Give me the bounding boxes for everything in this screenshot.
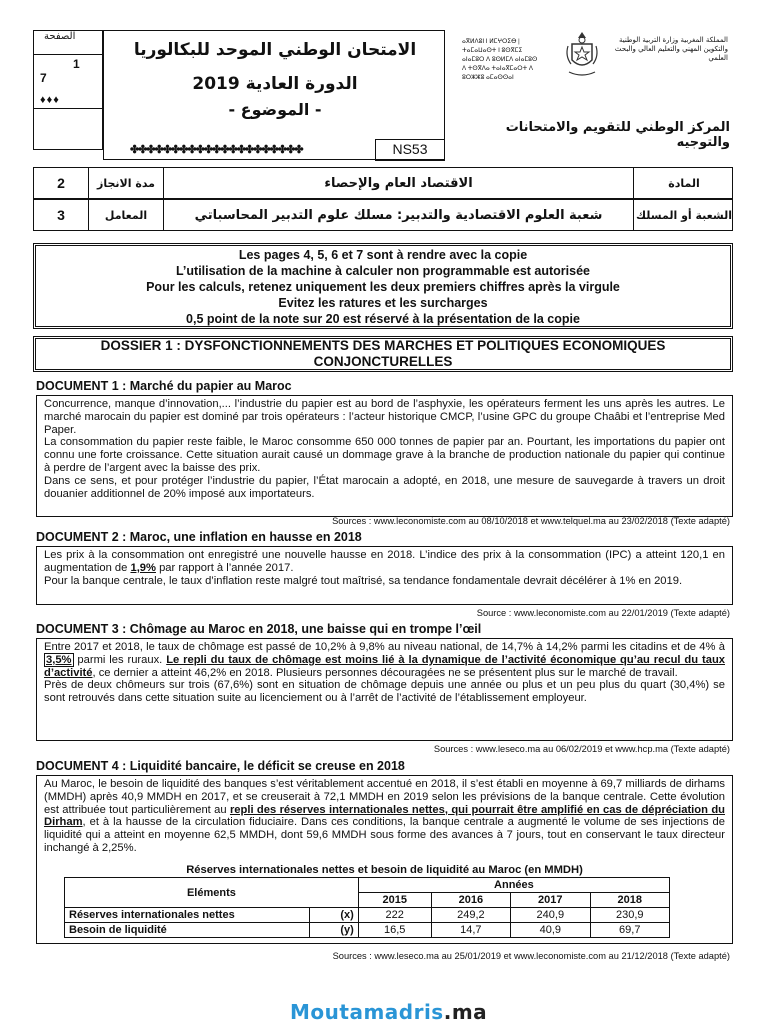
site-logo[interactable] — [290, 1000, 487, 1024]
instruction-line: Pour les calculs, retenez uniquement les deux premiers chiffres après la virgule — [146, 280, 620, 294]
document-4-title: DOCUMENT 4 : Liquidité bancaire, le déficit se creuse en 2018 — [36, 759, 405, 773]
table-row-label: Réserves internationales nettes — [65, 908, 310, 923]
text-run: , ce dernier a atteint 46,2% en 2018. Plusieurs personnes découragées ne se présentent plus sur le marché de travail. — [92, 666, 678, 679]
document-3-box — [36, 638, 733, 741]
table-header-elements: Eléments — [65, 878, 359, 908]
document-3-source: Sources : www.leseco.ma au 06/02/2019 et www.hcp.ma (Texte adapté) — [433, 744, 730, 754]
text-run: parmi les ruraux. — [73, 653, 167, 666]
table-row-symbol: (y) — [310, 923, 359, 938]
text-run: par rapport à l’année 2017. — [155, 561, 294, 574]
table-header-years: Années — [358, 878, 669, 893]
document-1-source: Sources : www.leconomiste.com au 08/10/2018 et www.telquel.ma au 23/02/2018 (Texte adapté) — [332, 516, 730, 526]
stars-line: ✤✤✤✤✤✤✤✤✤✤✤✤✤✤✤✤✤✤✤✤✤ — [130, 144, 303, 156]
exam-session: الدورة العادية 2019 — [192, 74, 358, 94]
underlined-statement: Le repli du taux de chômage est moins lié à la dynamique de l’activité économique qu’au recul du taux d’activité — [44, 653, 725, 679]
site-logo-tld: .ma — [443, 1000, 488, 1024]
table-row-symbol: (x) — [310, 908, 359, 923]
subject-heading: - الموضوع - — [228, 100, 322, 119]
duration-value: 2 — [34, 168, 89, 198]
divider — [33, 54, 103, 55]
page-dots: ♦♦♦ — [40, 94, 60, 106]
center-name: المركز الوطني للتقويم والامتحانات والتوجيه — [505, 120, 730, 150]
document-1-paragraph: Dans ce sens, et pour protéger l’industrie du papier, l’État marocain a adopté, en 2018, une mesure de sauvegarde à travers un droit douanier additionnel de 20% imposé aux importateurs. — [44, 474, 725, 500]
document-2-paragraph: Pour la banque centrale, le taux d’inflation reste malgré tout maîtrisé, sa tendance fondamentale devrait décélérer à 1% en 2019. — [44, 574, 683, 587]
table-header-row — [65, 878, 670, 893]
instruction-line: Les pages 4, 5, 6 et 7 sont à rendre avec la copie — [238, 248, 528, 262]
table-year: 2016 — [431, 893, 510, 908]
subject-label: المادة — [668, 176, 700, 190]
page-label: الصفحة — [44, 31, 76, 42]
coat-of-arms-icon — [563, 30, 601, 80]
table-row — [65, 923, 670, 938]
document-2-title: DOCUMENT 2 : Maroc, une inflation en hausse en 2018 — [36, 530, 362, 544]
document-1-box — [36, 395, 733, 517]
track-label: الشعبة أو المسلك — [636, 208, 732, 222]
site-logo-name: Moutamadris — [290, 1000, 444, 1024]
exam-code: NS53 — [392, 141, 428, 157]
page-number: 1 — [73, 57, 80, 71]
highlighted-rate: 1,9% — [130, 561, 156, 574]
document-4-source: Sources : www.leseco.ma au 25/01/2019 et www.leconomiste.com au 21/12/2018 (Texte adapté) — [332, 951, 730, 961]
coefficient-label: المعامل — [89, 200, 164, 230]
table-cell: 14,7 — [431, 923, 510, 938]
page-number-box — [33, 30, 103, 150]
exam-title: الامتحان الوطني الموحد للبكالوريا — [133, 40, 417, 60]
table-cell: 249,2 — [431, 908, 510, 923]
instruction-line: 0,5 point de la note sur 20 est réservé à la présentation de la copie — [186, 312, 580, 326]
document-1-paragraph: La consommation du papier reste faible, le Maroc consomme 650 000 tonnes de papier par an. Pourtant, les importations du papier ont connu une forte croissance. Cette situation aurait causé un dommage grave à la branche de production nationale du papier qui continue à perdre de l’argent avec la baisse des prix. — [44, 436, 725, 474]
table-year: 2018 — [590, 893, 669, 908]
document-3-paragraph: Près de deux chômeurs sur trois (67,6%) sont en situation de chômage depuis une année ou plus et un peu plus du quart (30,4%) se sont retrouvés dans cette situation suite au licenciement ou à l’arrêt de l’activité de l’établissement employeur. — [44, 679, 725, 705]
document-1-title: DOCUMENT 1 : Marché du papier au Maroc — [36, 379, 292, 393]
table-cell: 240,9 — [511, 908, 590, 923]
track-name: شعبة العلوم الاقتصادية والتدبير: مسلك علوم التدبير المحاسباتي — [164, 200, 634, 230]
ministry-tifinagh-text: ⴰⴳⵍⴷⵓⵏ ⵏ ⵍⵎⵖⵔⵉⴱ | ⵜⴰⵎⴰⵡⴰⵙⵜ ⵏ ⵓⵙⴳⵎⵉ ⴰⵏⴰⵎⵓⵔ ⴷ ⵓⵙⵍⵎⴷ ⴰⵏⴰⵎⵓⵙ ⴷ ⵜⵙⴳⴷⴰ ⵜⴰⵏⴰⴳⵎⴰⵔⵜ ⴷ ⵓⵔⵣⵣⵓ ⴰⵎⴰⵙⵙⴰⵏ — [462, 39, 538, 81]
document-2-source: Source : www.leconomiste.com au 22/01/2019 (Texte adapté) — [476, 608, 730, 618]
table-year: 2015 — [358, 893, 431, 908]
data-table — [64, 877, 670, 938]
dossier-title — [40, 338, 726, 370]
dossier-title-line: DOSSIER 1 : DYSFONCTIONNEMENTS DES MARCHES ET POLITIQUES ECONOMIQUES — [100, 338, 666, 353]
table-cell: 222 — [358, 908, 431, 923]
coefficient-value: 3 — [34, 200, 89, 230]
ministry-text: المملكة المغربية وزارة التربية الوطنية والتكوين المهني والتعليم العالي والبحث العلمي — [614, 36, 728, 62]
table-cell: 40,9 — [511, 923, 590, 938]
page-total: 7 — [40, 71, 47, 85]
table-title: Réserves internationales nettes et besoin de liquidité au Maroc (en MMDH) — [186, 864, 583, 876]
table-cell: 230,9 — [590, 908, 669, 923]
text-run: Entre 2017 et 2018, le taux de chômage est passé de 10,2% à 9,8% au niveau national, de 14,7% à 14,2% parmi les citadins et de 4% à — [44, 641, 725, 653]
table-year: 2017 — [511, 893, 590, 908]
document-1-paragraph: Concurrence, manque d’innovation,... l’industrie du papier est au bord de l’asphyxie, les opérateurs ferment les uns après les autres. Le marché marocain du papier est dominé par trois opérateurs : l’acteur historique CMCP, l’usine GPC du groupe Chaâbi et l’entreprise Med Paper. — [44, 398, 725, 436]
underlined-statement: repli des réserves internationales nettes, qui pourrait être amplifié en cas de dépréciation du Dirham — [44, 803, 725, 829]
table-cell: 69,7 — [590, 923, 669, 938]
instruction-line: Evitez les ratures et les surcharges — [278, 296, 488, 310]
divider — [33, 108, 103, 109]
table-cell: 16,5 — [358, 923, 431, 938]
document-4-paragraph — [44, 778, 725, 855]
info-row-duration — [33, 167, 733, 199]
highlighted-rate: 3,5% — [46, 653, 72, 666]
info-row-coefficient — [33, 199, 733, 231]
table-row — [65, 908, 670, 923]
document-2-box — [36, 546, 733, 605]
subject-name: الاقتصاد العام والإحصاء — [164, 168, 634, 198]
text-run: Au Maroc, le besoin de liquidité des banques s’est véritablement accentué en 2018, il s’est établi en moyenne à 69,7 milliards de dirhams (MMDH) après 40,9 MMDH en 2017, et se creuserait à 72,1 MMDH en 2019 selon les prévisions de la banque centrale. Cette évolution est attribuée tout particulièrement au — [44, 778, 725, 816]
table-row-label: Besoin de liquidité — [65, 923, 310, 938]
document-3-paragraph — [44, 641, 725, 679]
document-2-paragraph — [44, 549, 725, 575]
duration-label: مدة الانجاز — [89, 168, 164, 198]
text-run: , et à la hausse de la circulation fiduciaire. Dans ces conditions, la banque centrale a augmenté le volume de ses injections de liquidité qui a atteint en moyenne 62,5 MMDH, dont 59,6 MMDH sous forme des avances à 7 jours, tout en conservant le taux directeur inchangé à 2,25%. — [44, 816, 725, 854]
dossier-title-line: CONJONCTURELLES — [313, 354, 453, 369]
text-run: Les prix à la consommation ont enregistré une nouvelle hausse en 2018. L’indice des prix à la consommation (IPC) a atteint 120,1 en augmentation de — [44, 549, 725, 574]
document-3-title: DOCUMENT 3 : Chômage au Maroc en 2018, une baisse qui en trompe l’œil — [36, 622, 482, 636]
instruction-line: L’utilisation de la machine à calculer non programmable est autorisée — [175, 264, 590, 278]
